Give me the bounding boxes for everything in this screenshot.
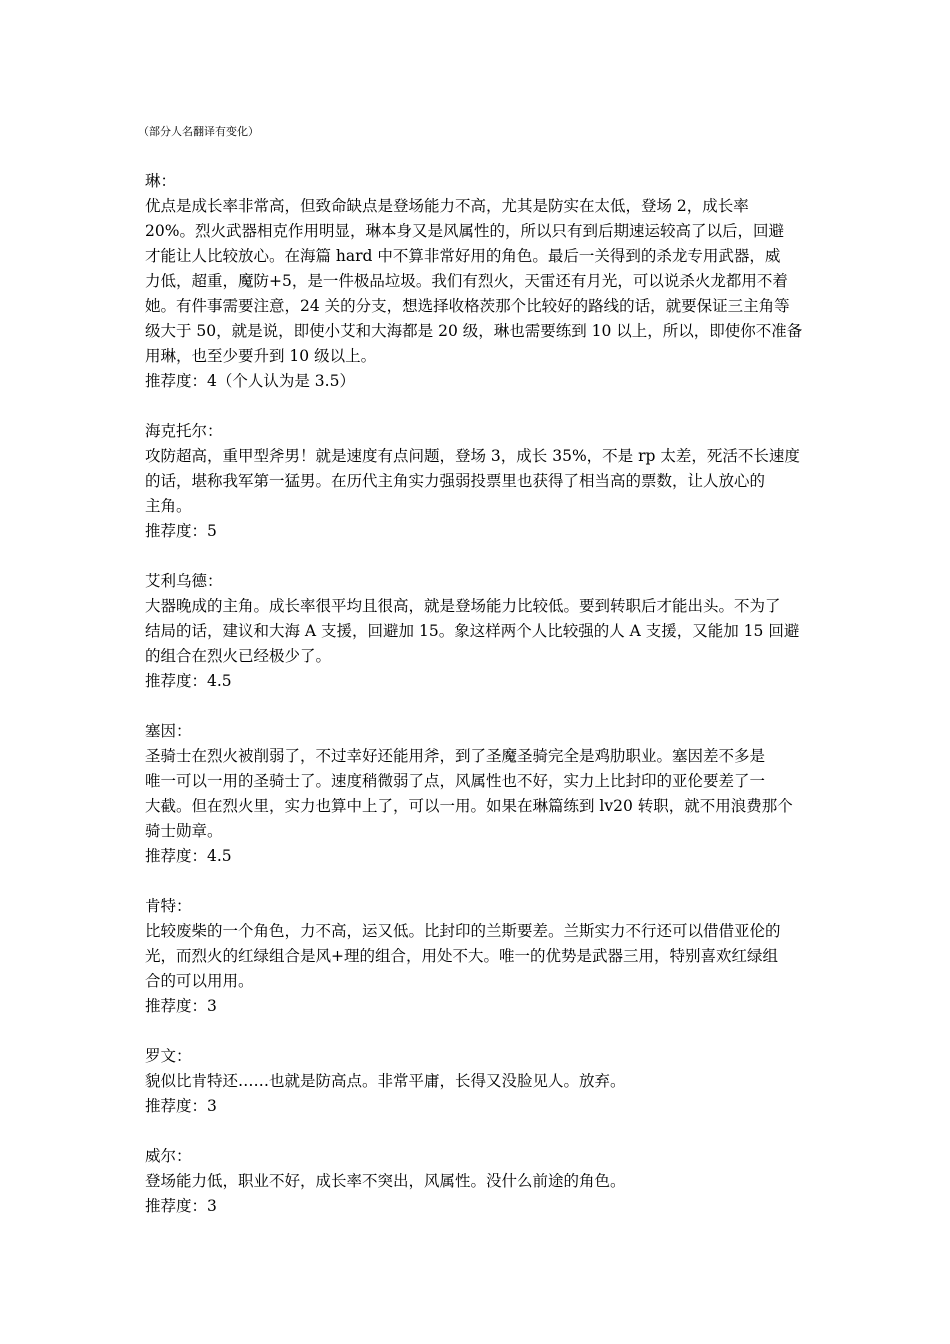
spacer bbox=[145, 394, 810, 419]
character-rating: 推荐度：3 bbox=[145, 1097, 217, 1115]
character-description-line: 登场能力低，职业不好，成长率不突出，风属性。没什么前途的角色。 bbox=[145, 1172, 626, 1190]
character-description-line: 貌似比肯特还……也就是防高点。非常平庸，长得又没脸见人。放弃。 bbox=[145, 1072, 626, 1090]
character-description-line: 20%。烈火武器相克作用明显，琳本身又是风属性的，所以只有到后期速运较高了以后，回避 bbox=[145, 222, 784, 240]
character-name: 海克托尔： bbox=[145, 422, 223, 440]
spacer bbox=[145, 869, 810, 894]
document-page bbox=[138, 119, 810, 1219]
character-description-line: 的组合在烈火已经极少了。 bbox=[145, 647, 332, 665]
character-description-line: 唯一可以一用的圣骑士了。速度稍微弱了点，风属性也不好，实力上比封印的亚伦要差了一 bbox=[145, 772, 766, 790]
character-description-line: 大截。但在烈火里，实力也算中上了，可以一用。如果在琳篇练到 lv20 转职，就不用浪费那个 bbox=[145, 797, 793, 815]
character-section bbox=[145, 569, 810, 719]
character-description-line: 用琳，也至少要升到 10 级以上。 bbox=[145, 347, 377, 365]
character-section bbox=[145, 894, 810, 1044]
character-description-line: 比较废柴的一个角色，力不高，运又低。比封印的兰斯要差。兰斯实力不行还可以借借亚伦的 bbox=[145, 922, 781, 940]
character-name: 琳： bbox=[145, 172, 177, 190]
character-section bbox=[145, 169, 810, 419]
character-section bbox=[145, 1144, 810, 1219]
character-sections bbox=[145, 169, 810, 1219]
character-rating: 推荐度：3 bbox=[145, 1197, 217, 1215]
character-description-line: 的话，堪称我军第一猛男。在历代主角实力强弱投票里也获得了相当高的票数，让人放心的 bbox=[145, 472, 766, 490]
character-name: 罗文： bbox=[145, 1047, 192, 1065]
character-description-line: 攻防超高，重甲型斧男！就是速度有点问题，登场 3，成长 35%，不是 rp 太差，死活不长速度 bbox=[145, 447, 800, 465]
character-section bbox=[145, 719, 810, 894]
character-name: 塞因： bbox=[145, 722, 192, 740]
character-name: 艾利乌德： bbox=[145, 572, 223, 590]
character-section bbox=[145, 1044, 810, 1144]
character-description-line: 合的可以用用。 bbox=[145, 972, 254, 990]
character-name: 威尔： bbox=[145, 1147, 192, 1165]
translation-note: （部分人名翻译有变化） bbox=[138, 125, 259, 138]
character-description-line: 优点是成长率非常高，但致命缺点是登场能力不高，尤其是防实在太低，登场 2，成长率 bbox=[145, 197, 749, 215]
character-rating: 推荐度：4.5 bbox=[145, 672, 232, 690]
character-rating: 推荐度：5 bbox=[145, 522, 217, 540]
character-description-line: 才能让人比较放心。在海篇 hard 中不算非常好用的角色。最后一关得到的杀龙专用武器，威 bbox=[145, 247, 781, 265]
character-description-line: 她。有件事需要注意，24 关的分支，想选择收格茨那个比较好的路线的话，就要保证三主角等 bbox=[145, 297, 790, 315]
character-description-line: 大器晚成的主角。成长率很平均且很高，就是登场能力比较低。要到转职后才能出头。不为了 bbox=[145, 597, 781, 615]
character-description-line: 结局的话，建议和大海 A 支援，回避加 15。象这样两个人比较强的人 A 支援，又能加 15 回避 bbox=[145, 622, 800, 640]
character-description-line: 光，而烈火的红绿组合是风+理的组合，用处不大。唯一的优势是武器三用，特别喜欢红绿组 bbox=[145, 947, 778, 965]
character-rating: 推荐度：3 bbox=[145, 997, 217, 1015]
spacer bbox=[145, 144, 810, 169]
character-description-line: 力低，超重，魔防+5，是一件极品垃圾。我们有烈火，天雷还有月光，可以说杀火龙都用不着 bbox=[145, 272, 788, 290]
character-description-line: 级大于 50，就是说，即使小艾和大海都是 20 级，琳也需要练到 10 以上，所以，即使你不准备 bbox=[145, 322, 803, 340]
spacer bbox=[145, 1119, 810, 1144]
character-rating: 推荐度：4（个人认为是 3.5） bbox=[145, 372, 355, 390]
character-description-line: 圣骑士在烈火被削弱了，不过幸好还能用斧，到了圣魔圣骑完全是鸡肋职业。塞因差不多是 bbox=[145, 747, 766, 765]
spacer bbox=[145, 1019, 810, 1044]
spacer bbox=[145, 544, 810, 569]
character-rating: 推荐度：4.5 bbox=[145, 847, 232, 865]
character-section bbox=[145, 419, 810, 569]
character-name: 肯特： bbox=[145, 897, 192, 915]
character-description-line: 主角。 bbox=[145, 497, 192, 515]
spacer bbox=[145, 694, 810, 719]
character-description-line: 骑士勋章。 bbox=[145, 822, 223, 840]
